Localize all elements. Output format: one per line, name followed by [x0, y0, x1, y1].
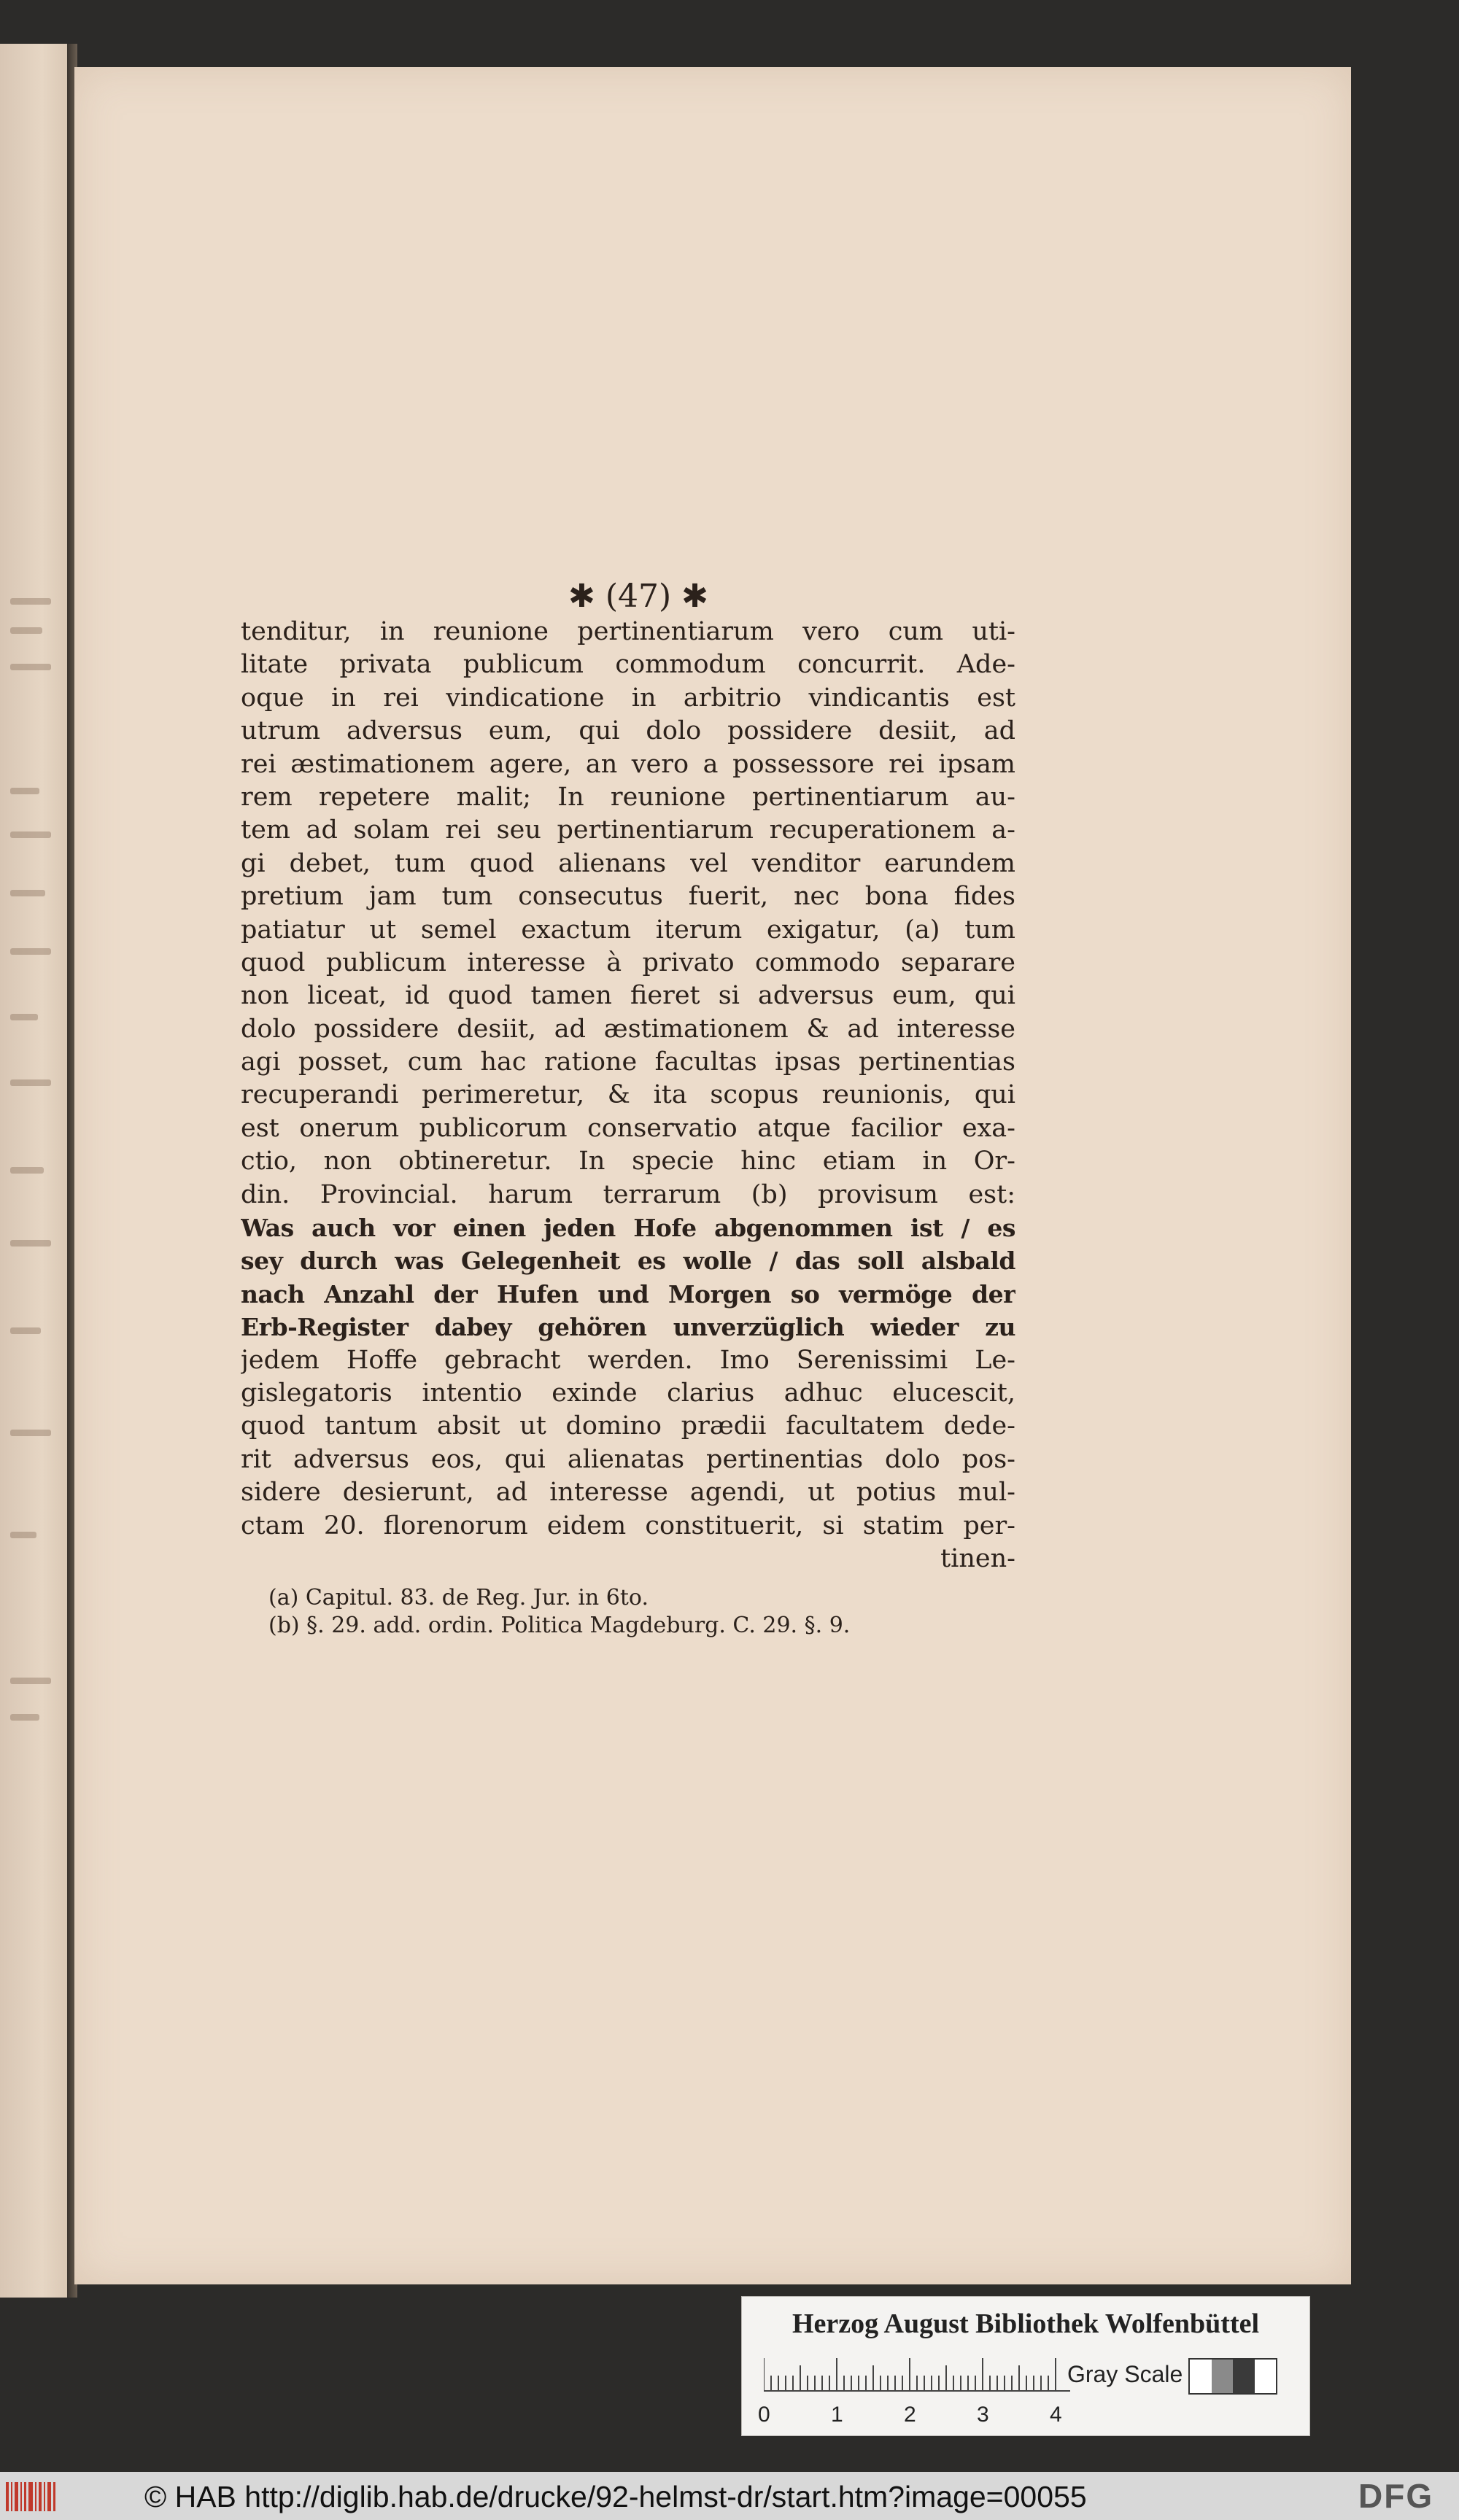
ruler-icon	[764, 2358, 1070, 2392]
body-line: litate privata publicum commodum concurrit. Ade-	[241, 650, 1015, 680]
body-line: oque in rei vindicatione in arbitrio vindicantis est	[241, 683, 1015, 713]
gray-scale-swatches	[1188, 2358, 1277, 2395]
dfg-logo: DFG	[1358, 2477, 1434, 2515]
body-line: din. Provincial. harum terrarum (b) provisum est:	[241, 1179, 1015, 1209]
body-line: est onerum publicorum conservatio atque facilior exa-	[241, 1113, 1015, 1143]
body-line: tem ad solam rei seu pertinentiarum recuperationem a-	[241, 815, 1015, 845]
body-line: non liceat, id quod tamen fieret si adversus eum, qui	[241, 981, 1015, 1011]
body-line: gi debet, tum quod alienans vel venditor earundem	[241, 848, 1015, 878]
body-line-fraktur: Was auch vor einen jeden Hofe abgenommen ist / es	[241, 1214, 1015, 1243]
catchword: tinen-	[940, 1543, 1015, 1573]
ruler-numbers	[758, 2402, 1094, 2431]
body-line-fraktur: sey durch was Gelegenheit es wolle / das soll alsbald	[241, 1247, 1015, 1276]
body-line-fraktur: nach Anzahl der Hufen und Morgen so vermöge der	[241, 1279, 1015, 1309]
archive-color-target	[741, 2296, 1310, 2436]
body-line: agi posset, cum hac ratione facultas ipsas pertinentias	[241, 1047, 1015, 1077]
body-line: utrum adversus eum, qui dolo possidere desiit, ad	[241, 716, 1015, 746]
ruler-number: 0	[758, 2403, 770, 2427]
body-line: jedem Hoffe gebracht werden. Imo Serenissimi Le-	[241, 1345, 1015, 1375]
footnote: (b) §. 29. add. ordin. Politica Magdeburg. C. 29. §. 9.	[268, 1613, 851, 1639]
body-line: sidere desierunt, ad interesse agendi, ut potius mul-	[241, 1478, 1015, 1508]
body-line-fraktur: Erb-Register dabey gehören unverzüglich wieder zu	[241, 1313, 1015, 1342]
body-line: tenditur, in reunione pertinentiarum vero cum uti-	[241, 617, 1015, 646]
institution-name: Herzog August Bibliothek Wolfenbüttel	[792, 2308, 1260, 2339]
ruler-number: 1	[831, 2403, 843, 2427]
body-line: quod publicum interesse à privato commodo separare	[241, 947, 1015, 977]
body-line: ctio, non obtineretur. In specie hinc etiam in Or-	[241, 1147, 1015, 1176]
body-line: rei æstimationem agere, an vero a possessore rei ipsam	[241, 749, 1015, 779]
ruler-number: 2	[904, 2403, 916, 2427]
facing-page-edge	[0, 44, 70, 2298]
footer-bar	[0, 2472, 1459, 2520]
barcode-logo-icon	[6, 2479, 58, 2514]
document-page	[74, 67, 1351, 2284]
ruler-number: 3	[977, 2403, 989, 2427]
body-line: pretium jam tum consecutus fuerit, nec bona fides	[241, 882, 1015, 912]
gray-scale-label: Gray Scale	[1067, 2361, 1183, 2387]
ruler-number: 4	[1050, 2403, 1062, 2427]
body-line: gislegatoris intentio exinde clarius adhuc elucescit,	[241, 1378, 1015, 1408]
body-line: recuperandi perimeretur, & ita scopus reunionis, qui	[241, 1080, 1015, 1110]
footnotes	[268, 1584, 1015, 1640]
body-line: patiatur ut semel exactum iterum exigatur, (a) tum	[241, 915, 1015, 945]
body-line: rit adversus eos, qui alienatas pertinentias dolo pos-	[241, 1444, 1015, 1474]
body-line: rem repetere malit; In reunione pertinentiarum au-	[241, 782, 1015, 812]
footnote: (a) Capitul. 83. de Reg. Jur. in 6to.	[268, 1585, 649, 1611]
text-block	[241, 578, 1015, 1640]
body-line: dolo possidere desiit, ad æstimationem & ad interesse	[241, 1014, 1015, 1044]
body-line: ctam 20. florenorum eidem constituerit, si statim per-	[241, 1511, 1015, 1540]
source-citation-link[interactable]: © HAB http://diglib.hab.de/drucke/92-helmst-dr/start.htm?image=00055	[144, 2480, 1087, 2513]
page-number: ✱ (47) ✱	[568, 578, 709, 615]
body-line: quod tantum absit ut domino prædii facultatem dede-	[241, 1411, 1015, 1441]
